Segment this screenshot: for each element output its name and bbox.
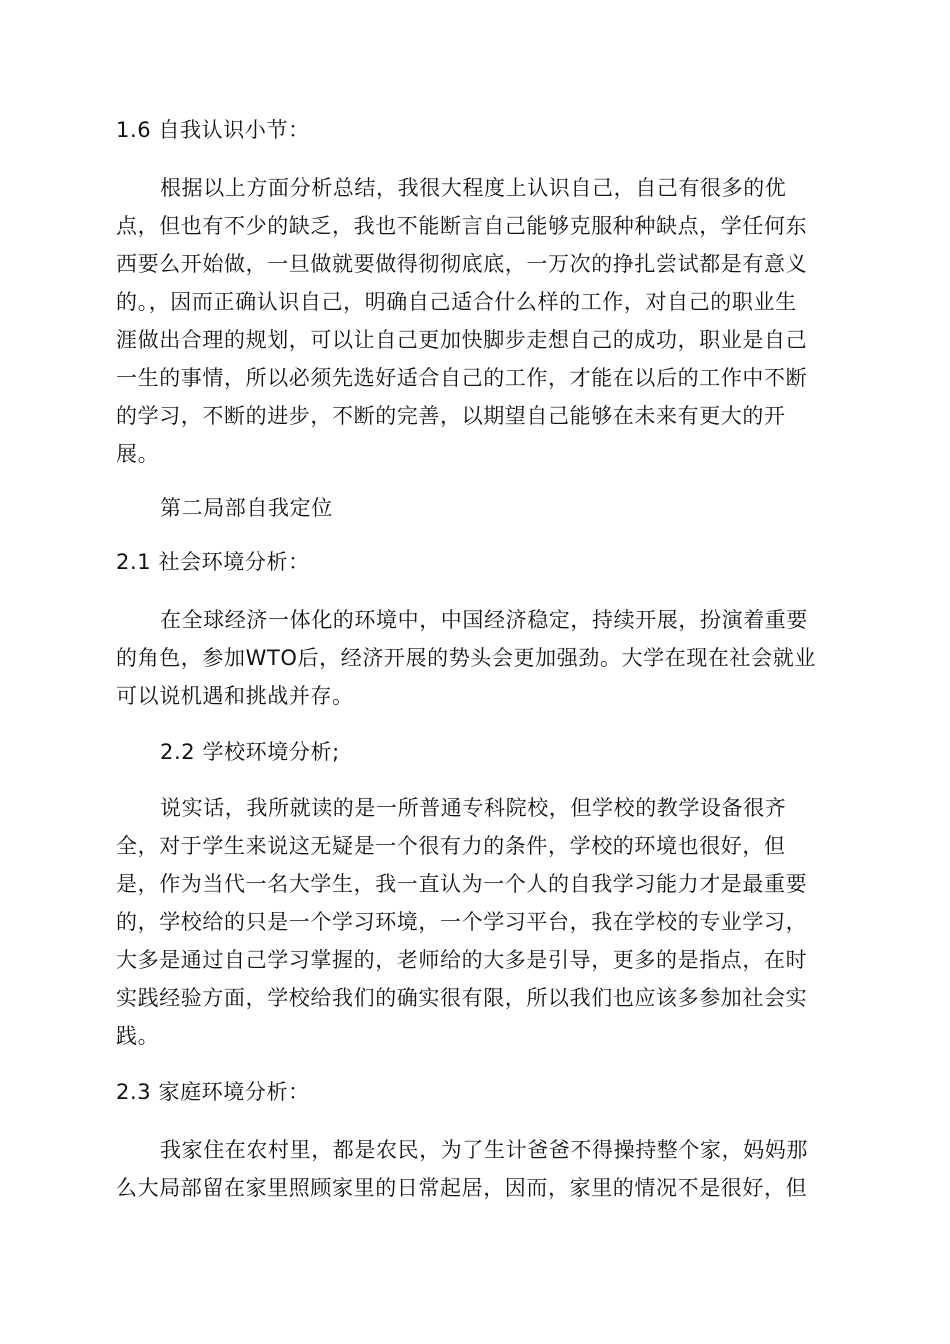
section-heading: 1.6 自我认识小节： [116, 118, 310, 142]
paragraph-line: 可以说机遇和挑战并存。 [116, 684, 354, 708]
paragraph-line: 么大局部留在家里照顾家里的日常起居，因而，家里的情况不是很好，但 [116, 1176, 808, 1200]
paragraph-line: 在全球经济一体化的环境中，中国经济稳定，持续开展，扮演着重要 [160, 608, 808, 632]
paragraph-line: 展。 [116, 442, 160, 466]
paragraph-line: 一生的事情，所以必须先选好适合自己的工作，才能在以后的工作中不断 [116, 366, 808, 390]
paragraph-line: 的，学校给的只是一个学习环境，一个学习平台，我在学校的专业学习， [116, 910, 808, 934]
paragraph-line: 点，但也有不少的缺乏，我也不能断言自己能够克服种种缺点，学任何东 [116, 214, 808, 238]
paragraph-line: 我家住在农村里，都是农民，为了生计爸爸不得操持整个家，妈妈那 [160, 1138, 808, 1162]
paragraph-line: 大多是通过自己学习掌握的，老师给的大多是引导，更多的是指点，在时 [116, 948, 808, 972]
section-heading: 2.3 家庭环境分析： [116, 1080, 310, 1104]
paragraph-line: 涯做出合理的规划，可以让自己更加快脚步走想自己的成功，职业是自己 [116, 328, 808, 352]
part-title: 第二局部自我定位 [160, 496, 333, 520]
paragraph-line: 西要么开始做，一旦做就要做得彻彻底底，一万次的挣扎尝试都是有意义 [116, 252, 808, 276]
paragraph-line: 是，作为当代一名大学生，我一直认为一个人的自我学习能力才是最重要 [116, 872, 808, 896]
paragraph-line: 的。，因而正确认识自己，明确自己适合什么样的工作，对自己的职业生 [116, 290, 797, 314]
paragraph-line: 根据以上方面分析总结，我很大程度上认识自己，自己有很多的优 [160, 176, 787, 200]
paragraph-line: 实践经验方面，学校给我们的确实很有限，所以我们也应该多参加社会实 [116, 986, 808, 1010]
section-heading: 2.1 社会环境分析： [116, 550, 310, 574]
paragraph-line: 说实话，我所就读的是一所普通专科院校，但学校的教学设备很齐 [160, 796, 787, 820]
paragraph-line: 践。 [116, 1024, 160, 1048]
paragraph-line: 的角色，参加WTO后，经济开展的势头会更加强劲。大学在现在社会就业 [116, 646, 816, 670]
paragraph-line: 的学习，不断的进步，不断的完善，以期望自己能够在未来有更大的开 [116, 404, 786, 428]
section-heading: 2.2 学校环境分析; [160, 740, 340, 764]
paragraph-line: 全，对于学生来说这无疑是一个很有力的条件，学校的环境也很好，但 [116, 834, 786, 858]
